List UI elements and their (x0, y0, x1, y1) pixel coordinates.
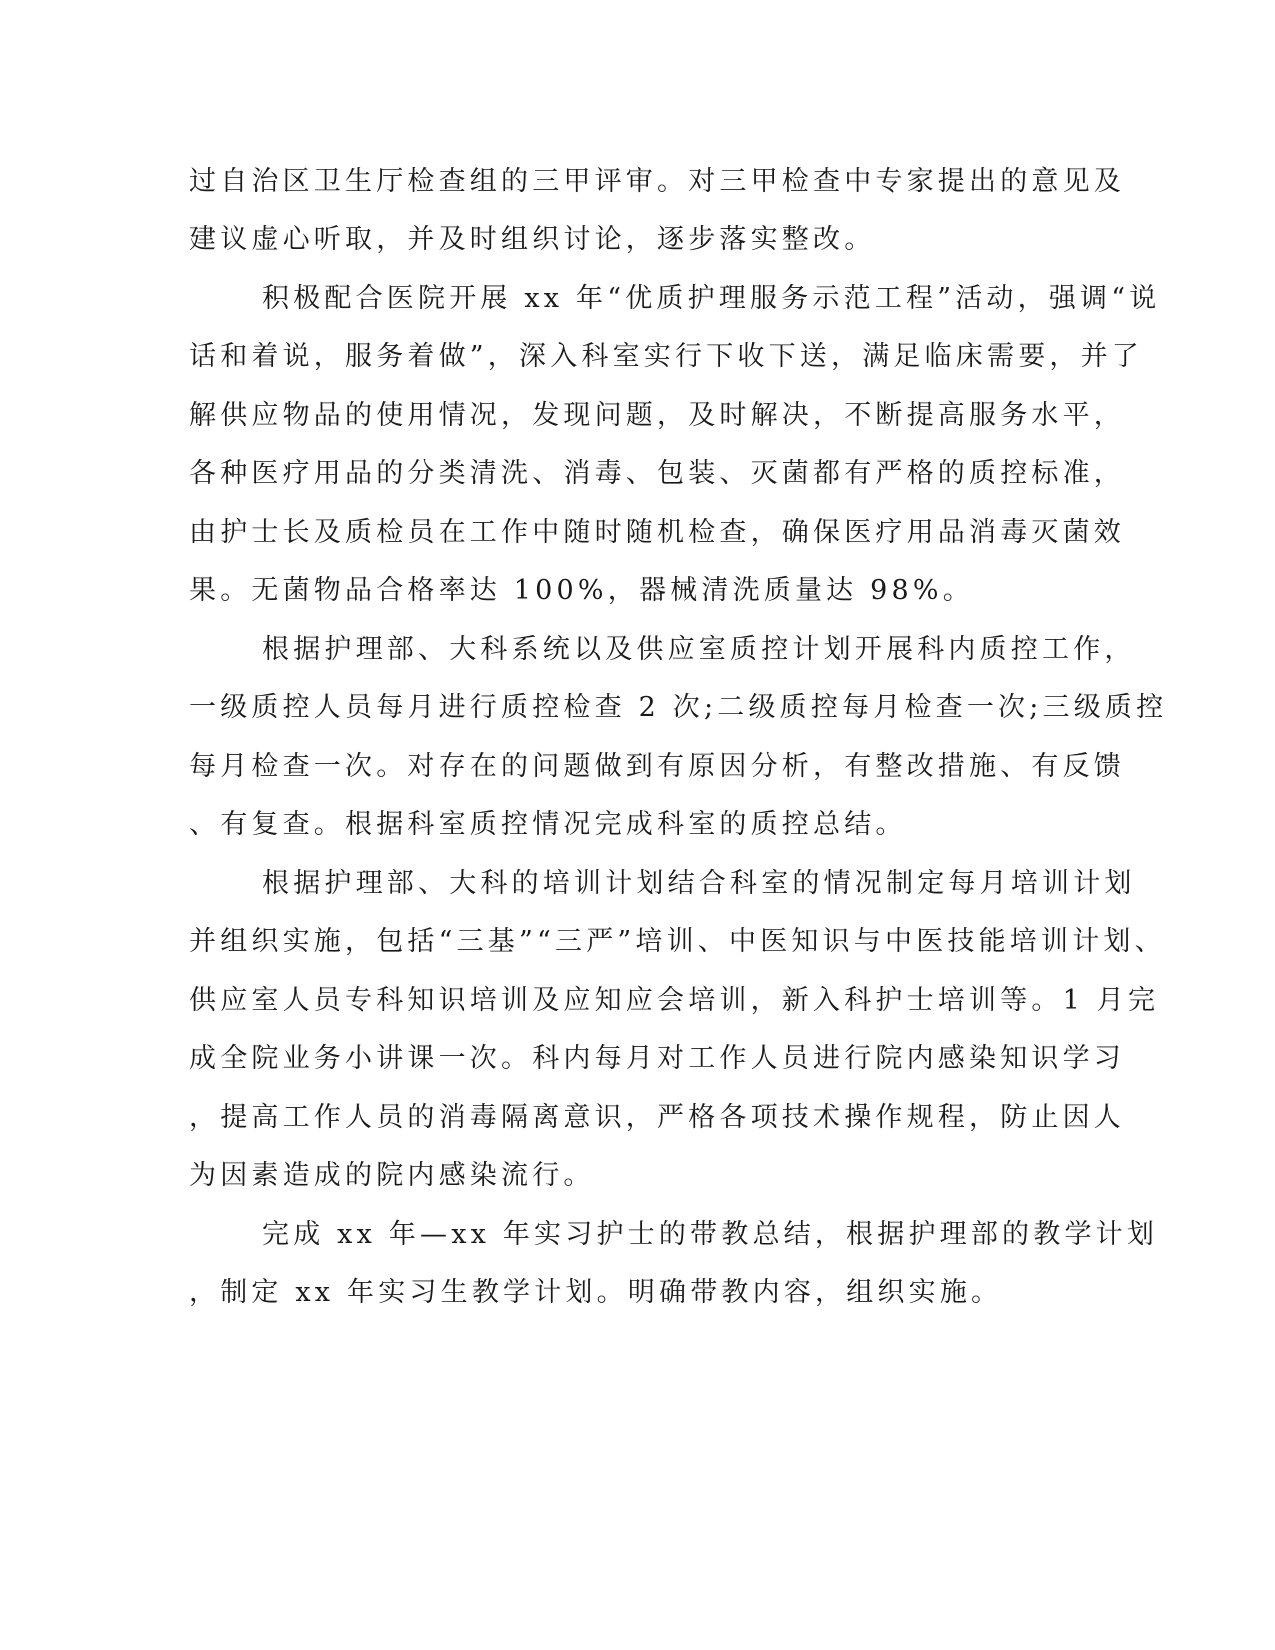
text-line: 过自治区卫生厅检查组的三甲评审。对三甲检查中专家提出的意见及 (189, 166, 1125, 197)
text-line: 并组织实施，包括“三基”“三严”培训、中医知识与中医技能培训计划、 (189, 926, 1166, 957)
text-line: 各种医疗用品的分类清洗、消毒、包装、灭菌都有严格的质控标准， (189, 458, 1125, 489)
text-line: 、有复查。根据科室质控情况完成科室的质控总结。 (189, 809, 907, 840)
text-line: 根据护理部、大科系统以及供应室质控计划开展科内质控工作， (262, 634, 1136, 665)
text-line: ，制定 xx 年实习生教学计划。明确带教内容，组织实施。 (189, 1277, 1003, 1308)
text-line: ，提高工作人员的消毒隔离意识，严格各项技术操作规程，防止因人 (189, 1102, 1125, 1133)
text-line: 积极配合医院开展 xx 年“优质护理服务示范工程”活动，强调“说 (262, 283, 1161, 314)
text-line: 完成 xx 年—xx 年实习护士的带教总结，根据护理部的教学计划 (262, 1219, 1159, 1250)
text-line: 建议虚心听取，并及时组织讨论，逐步落实整改。 (189, 224, 876, 255)
text-line: 为因素造成的院内感染流行。 (189, 1160, 595, 1191)
text-line: 每月检查一次。对存在的问题做到有原因分析，有整改措施、有反馈 (189, 751, 1125, 782)
text-line: 果。无菌物品合格率达 100%，器械清洗质量达 98%。 (189, 575, 974, 606)
text-line: 供应室人员专科知识培训及应知应会培训，新入科护士培训等。1 月完 (189, 985, 1160, 1016)
text-line: 根据护理部、大科的培训计划结合科室的情况制定每月培训计划 (262, 868, 1136, 899)
text-line: 解供应物品的使用情况，发现问题，及时解决，不断提高服务水平， (189, 400, 1125, 431)
text-line: 话和着说，服务着做”，深入科室实行下收下送，满足临床需要，并了 (189, 341, 1144, 372)
text-line: 一级质控人员每月进行质控检查 2 次;二级质控每月检查一次;三级质控 (189, 692, 1168, 723)
text-line: 成全院业务小讲课一次。科内每月对工作人员进行院内感染知识学习 (189, 1043, 1125, 1074)
text-line: 由护士长及质检员在工作中随时随机检查，确保医疗用品消毒灭菌效 (189, 517, 1125, 548)
